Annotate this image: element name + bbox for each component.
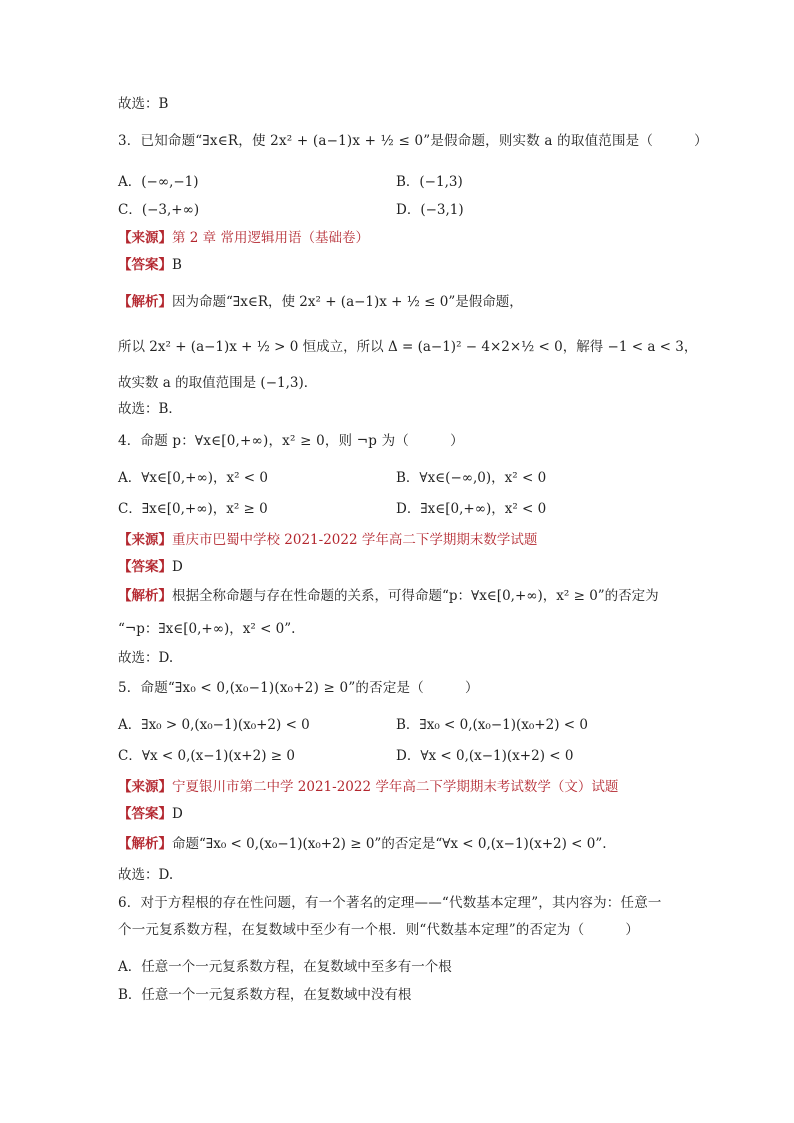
option-a: A．∃x₀ > 0,(x₀−1)(x₀+2) < 0: [118, 717, 310, 733]
option-d: D．∃x∈[0,+∞)，x² < 0: [396, 501, 547, 517]
option-c: C．(−3,+∞): [118, 202, 200, 218]
answer-line: 故选：B: [118, 96, 169, 112]
option-b: B．∀x∈(−∞,0)，x² < 0: [396, 470, 547, 486]
option-d: D．(−3,1): [396, 202, 464, 218]
analysis-line: [118, 834, 607, 854]
answer-tag: 【答案】: [118, 559, 172, 575]
option-a: A．∀x∈[0,+∞)，x² < 0: [118, 470, 268, 486]
option-b: B．任意一个一元复系数方程，在复数域中没有根: [118, 987, 412, 1003]
analysis-line: 故实数 a 的取值范围是 (−1,3)．: [118, 375, 318, 391]
question-6-line2: 个一元复系数方程，在复数域中至少有一个根．则“代数基本定理”的否定为（ ）: [118, 922, 640, 938]
analysis-text: 因为命题“∃x∈R，使 2x² + (a−1)x + ½ ≤ 0”是假命题，: [172, 294, 523, 310]
analysis-tag: 【解析】: [118, 588, 172, 604]
source-text: 重庆市巴蜀中学校 2021-2022 学年高二下学期期末数学试题: [172, 532, 538, 548]
source-tag: 【来源】: [118, 532, 172, 548]
source-line: [118, 777, 618, 797]
answer-value: B: [172, 257, 182, 273]
source-text: 第 2 章 常用逻辑用语（基础卷）: [172, 230, 369, 246]
question-6-line1: 6．对于方程根的存在性问题，有一个著名的定理——“代数基本定理”，其内容为：任意一: [118, 895, 662, 911]
option-a: A．任意一个一元复系数方程，在复数域中至多有一个根: [118, 959, 452, 975]
answer-value: D: [172, 806, 183, 822]
option-d: D．∀x < 0,(x−1)(x+2) < 0: [396, 748, 574, 764]
answer-line: 故选：D.: [118, 867, 174, 883]
question-3: 3．已知命题“∃x∈R，使 2x² + (a−1)x + ½ ≤ 0”是假命题，则实数 a 的取值范围是（ ）: [118, 133, 708, 149]
answer-tag: 【答案】: [118, 806, 172, 822]
option-a: A．(−∞,−1): [118, 174, 199, 190]
option-b: B．∃x₀ < 0,(x₀−1)(x₀+2) < 0: [396, 717, 588, 733]
option-c: C．∀x < 0,(x−1)(x+2) ≥ 0: [118, 748, 295, 764]
answer-line: 故选：B．: [118, 401, 182, 417]
analysis-line: [118, 586, 659, 606]
analysis-line: “¬p：∃x∈[0,+∞)，x² < 0”.: [118, 621, 296, 637]
analysis-tag: 【解析】: [118, 294, 172, 310]
analysis-text: 命题“∃x₀ < 0,(x₀−1)(x₀+2) ≥ 0”的否定是“∀x < 0,(x−1)(x+2) < 0”.: [172, 836, 607, 852]
analysis-text: 根据全称命题与存在性命题的关系，可得命题“p：∀x∈[0,+∞)，x² ≥ 0”的否定为: [172, 588, 659, 604]
source-tag: 【来源】: [118, 230, 172, 246]
answer-key-line: [118, 804, 183, 824]
option-c: C．∃x∈[0,+∞)，x² ≥ 0: [118, 501, 268, 517]
answer-key-line: [118, 557, 183, 577]
analysis-tag: 【解析】: [118, 836, 172, 852]
answer-line: 故选：D.: [118, 650, 174, 666]
analysis-line: 所以 2x² + (a−1)x + ½ > 0 恒成立，所以 Δ = (a−1)² − 4×2×½ < 0，解得 −1 < a < 3，: [118, 339, 698, 355]
answer-tag: 【答案】: [118, 257, 172, 273]
analysis-line: [118, 292, 523, 312]
source-line: [118, 228, 369, 248]
question-4: 4．命题 p：∀x∈[0,+∞)，x² ≥ 0，则 ¬p 为（ ）: [118, 433, 464, 449]
question-5: 5．命题“∃x₀ < 0,(x₀−1)(x₀+2) ≥ 0”的否定是（ ）: [118, 680, 479, 696]
option-b: B．(−1,3): [396, 174, 463, 190]
source-line: [118, 530, 537, 550]
answer-key-line: [118, 255, 182, 275]
source-text: 宁夏银川市第二中学 2021-2022 学年高二下学期期末考试数学（文）试题: [172, 779, 619, 795]
source-tag: 【来源】: [118, 779, 172, 795]
answer-value: D: [172, 559, 183, 575]
